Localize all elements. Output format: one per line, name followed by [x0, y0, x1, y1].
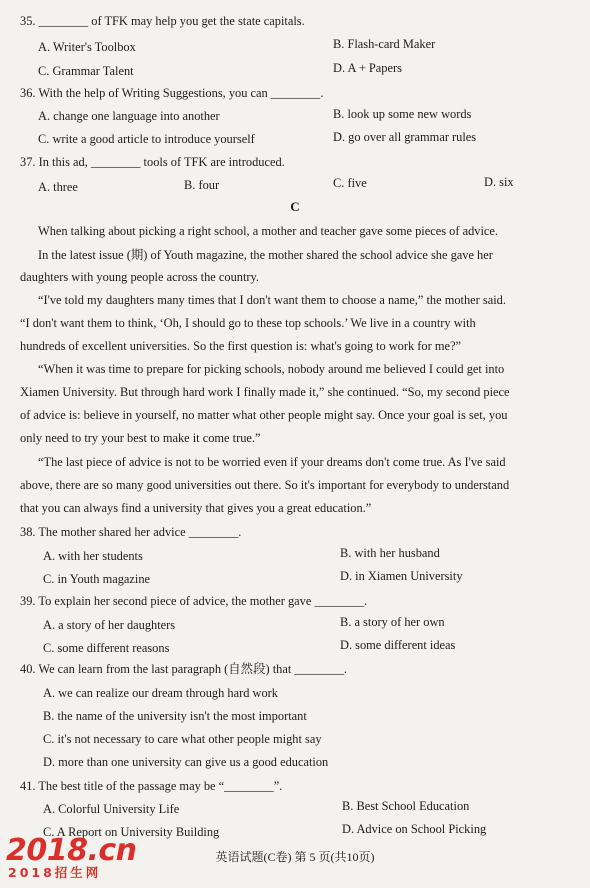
q35-option-b[interactable]: B. Flash-card Maker	[333, 37, 436, 51]
q38-option-a[interactable]: A. with her students	[43, 549, 143, 563]
passage-line-8: Xiamen University. But through hard work I finally made it,” she continued. “So, my second piece	[20, 385, 510, 399]
q38-option-d[interactable]: D. in Xiamen University	[340, 569, 463, 583]
passage-line-11: “The last piece of advice is not to be worried even if your dreams don't come true. As I've said	[38, 455, 506, 469]
q39-option-c[interactable]: C. some different reasons	[43, 641, 170, 655]
passage-line-3: daughters with young people across the country.	[20, 270, 260, 284]
question-36-stem: 36. With the help of Writing Suggestions, you can ________.	[20, 86, 324, 100]
passage-line-4: “I've told my daughters many times that I don't want them to choose a name,” the mother said.	[38, 293, 506, 307]
passage-line-6: hundreds of excellent universities. So the first question is: what's going to work for me?”	[20, 339, 461, 353]
q41-option-b[interactable]: B. Best School Education	[342, 799, 470, 813]
question-35-stem: 35. ________ of TFK may help you get the state capitals.	[20, 14, 305, 28]
q41-option-d[interactable]: D. Advice on School Picking	[342, 822, 487, 836]
question-40-stem: 40. We can learn from the last paragraph (自然段) that ________.	[20, 662, 348, 676]
q35-option-a[interactable]: A. Writer's Toolbox	[38, 40, 136, 54]
q38-option-b[interactable]: B. with her husband	[340, 546, 440, 560]
passage-line-1: When talking about picking a right school, a mother and teacher gave some pieces of advice.	[38, 224, 499, 238]
q36-option-a[interactable]: A. change one language into another	[38, 109, 220, 123]
passage-line-10: only need to try your best to make it come true.”	[20, 431, 261, 445]
passage-line-5: “I don't want them to think, ‘Oh, I should go to these top schools.’ We live in a country with	[20, 316, 476, 330]
question-38-stem: 38. The mother shared her advice ________.	[20, 525, 242, 539]
page-footer: 英语试题(C卷) 第 5 页(共10页)	[215, 850, 375, 864]
passage-line-12: above, there are so many good universities out there. So it's important for everybody to understand	[20, 478, 510, 492]
q40-option-a[interactable]: A. we can realize our dream through hard work	[43, 686, 278, 700]
q37-option-c[interactable]: C. five	[333, 176, 367, 190]
q40-option-d[interactable]: D. more than one university can give us a good education	[43, 755, 329, 769]
q37-option-d[interactable]: D. six	[484, 175, 514, 189]
passage-line-7: “When it was time to prepare for picking schools, nobody around me believed I could get into	[38, 362, 505, 376]
q37-option-a[interactable]: A. three	[38, 180, 78, 194]
q36-option-b[interactable]: B. look up some new words	[333, 107, 472, 121]
q40-option-b[interactable]: B. the name of the university isn't the most important	[43, 709, 307, 723]
question-41-stem: 41. The best title of the passage may be “________”.	[20, 779, 283, 793]
q37-option-b[interactable]: B. four	[184, 178, 220, 192]
watermark-logo-text: 2018.cn	[6, 833, 137, 868]
q39-option-b[interactable]: B. a story of her own	[340, 615, 445, 629]
q39-option-a[interactable]: A. a story of her daughters	[43, 618, 176, 632]
watermark-subtitle: 2018招生网	[8, 865, 102, 880]
passage-line-9: of advice is: believe in yourself, no matter what other people might say. Once your goal is set, you	[20, 408, 508, 422]
question-39-stem: 39. To explain her second piece of advice, the mother gave ________.	[20, 594, 368, 608]
passage-line-2: In the latest issue (期) of Youth magazine, the mother shared the school advice she gave her	[38, 248, 493, 262]
q40-option-c[interactable]: C. it's not necessary to care what other people might say	[43, 732, 322, 746]
q35-option-c[interactable]: C. Grammar Talent	[38, 64, 134, 78]
q36-option-c[interactable]: C. write a good article to introduce yourself	[38, 132, 255, 146]
q36-option-d[interactable]: D. go over all grammar rules	[333, 130, 477, 144]
q39-option-d[interactable]: D. some different ideas	[340, 638, 456, 652]
q38-option-c[interactable]: C. in Youth magazine	[43, 572, 151, 586]
section-heading: C	[290, 199, 300, 214]
passage-line-13: that you can always find a university that gives you a great education.”	[20, 501, 372, 515]
question-37-stem: 37. In this ad, ________ tools of TFK are introduced.	[20, 155, 285, 169]
q41-option-c[interactable]: C. A Report on University Building	[43, 825, 220, 839]
q35-option-d[interactable]: D. A + Papers	[333, 61, 402, 75]
site-watermark	[6, 833, 137, 880]
q41-option-a[interactable]: A. Colorful University Life	[43, 802, 180, 816]
